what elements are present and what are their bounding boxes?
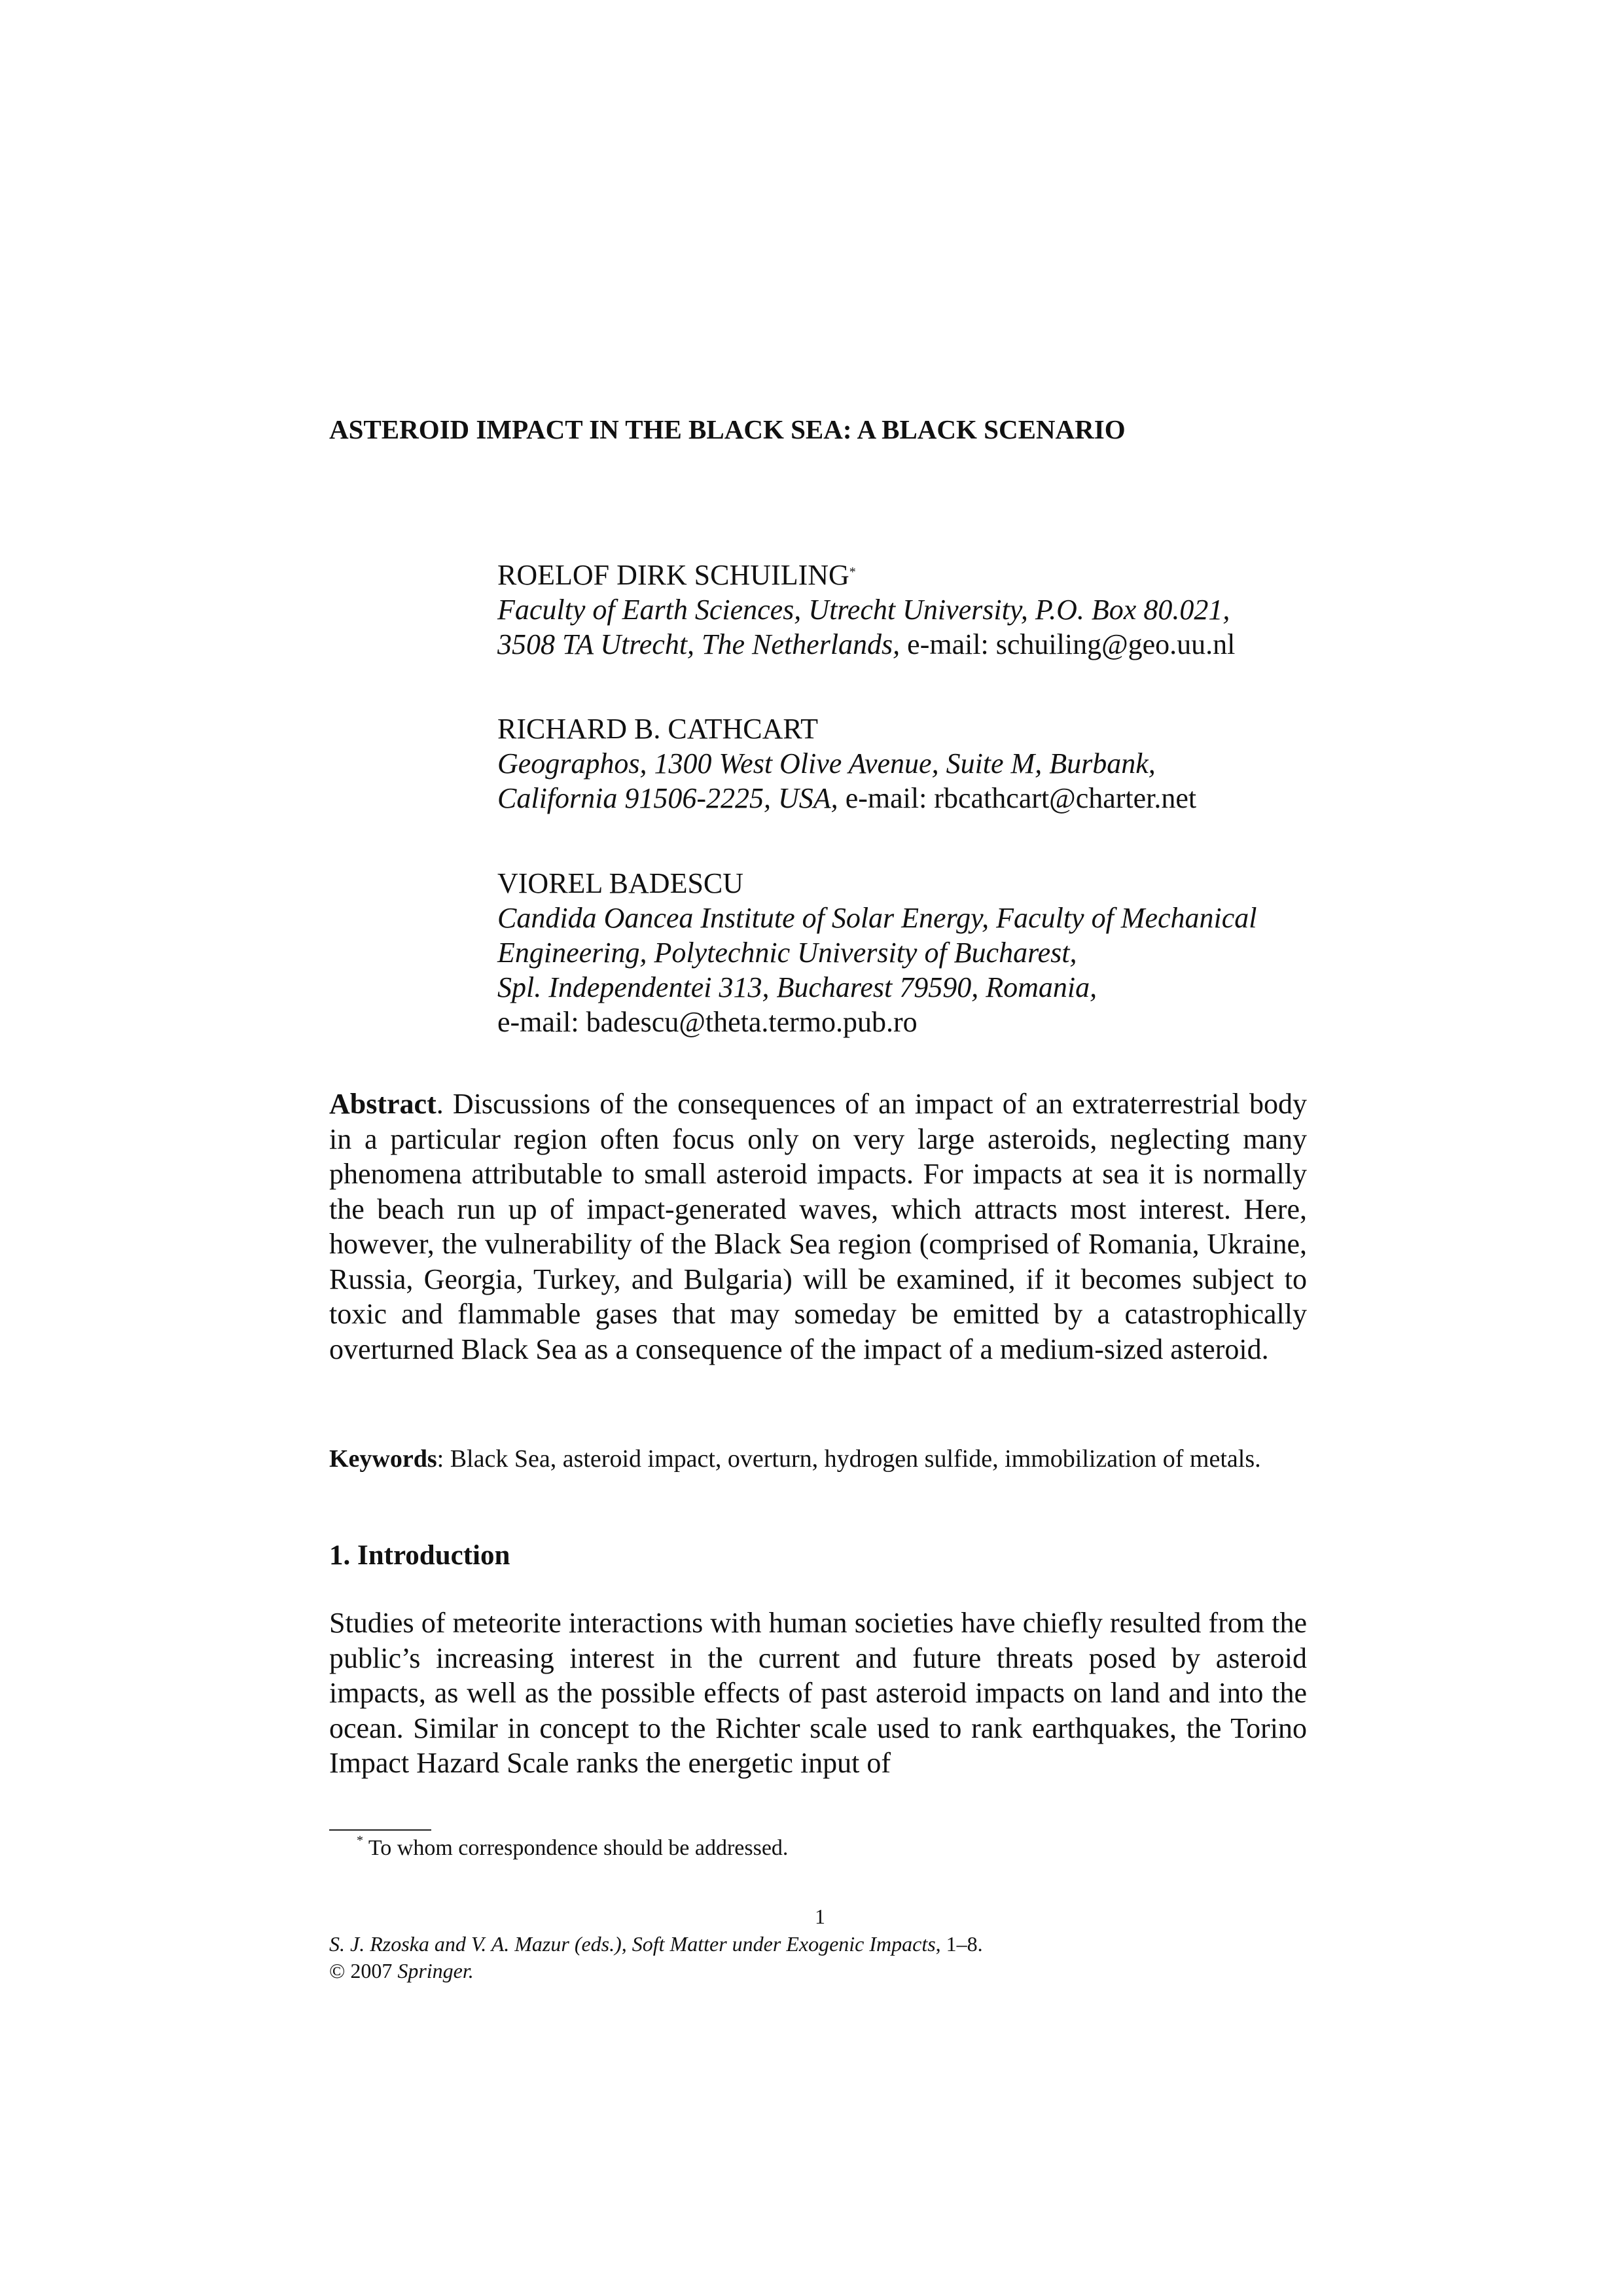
page-number: 1 bbox=[815, 1905, 825, 1928]
footnote-text: To whom correspondence should be addressed. bbox=[363, 1836, 789, 1860]
affiliation-line: California 91506-2225, USA, e-mail: rbcathcart@charter.net bbox=[497, 782, 1197, 814]
affiliation-line: Geographos, 1300 West Olive Avenue, Suite M, Burbank, bbox=[497, 747, 1156, 780]
footnote-mark: * bbox=[357, 1833, 363, 1848]
author-email: e-mail: badescu@theta.termo.pub.ro bbox=[497, 1006, 918, 1038]
author-email: e-mail: rbcathcart@charter.net bbox=[845, 782, 1197, 814]
section-body: Studies of meteorite interactions with human societies have chiefly resulted from the public’s increasing interest in the current and future threats posed by asteroid impacts, as well as the possible effects of past asteroid impacts on land and into the ocean. Similar in concept to the Richter scale used to rank earthquakes, the Torino Impact Hazard Scale ranks the energetic input of bbox=[329, 1607, 1307, 1779]
paper-title: ASTEROID IMPACT IN THE BLACK SEA: A BLACK SCENARIO bbox=[329, 414, 1126, 444]
footnote bbox=[357, 1833, 789, 1861]
abstract-text: . Discussions of the consequences of an impact of an extraterrestrial body in a particular region often focus only on very large asteroids, neglecting many phenomena attributable to small asteroid impacts. For impacts at sea it is normally the beach run up of impact-generated waves, which attracts most interest. Here, however, the vulnerability of the Black Sea region (comprised of Romania, Ukraine, Russia, Georgia, Turkey, and Bulgaria) will be examined, if it becomes subject to toxic and flammable gases that may someday be emitted by a catastrophically overturned Black Sea as a consequence of the impact of a medium-sized asteroid. bbox=[329, 1088, 1307, 1365]
keywords-label: Keywords bbox=[329, 1445, 437, 1473]
keywords bbox=[329, 1443, 1307, 1475]
author-name: VIOREL BADESCU bbox=[497, 867, 744, 899]
footnote-rule bbox=[329, 1829, 431, 1831]
affiliation-line: Spl. Independentei 313, Bucharest 79590, Romania, bbox=[497, 971, 1097, 1003]
abstract-label: Abstract bbox=[329, 1088, 437, 1120]
citation-line-2: © 2007 Springer. bbox=[329, 1959, 474, 1982]
affiliation-line: Candida Oancea Institute of Solar Energy, Faculty of Mechanical bbox=[497, 902, 1257, 934]
keywords-text: : Black Sea, asteroid impact, overturn, hydrogen sulfide, immobilization of metals. bbox=[437, 1445, 1261, 1473]
affiliation-line: 3508 TA Utrecht, The Netherlands, e-mail: schuiling@geo.uu.nl bbox=[497, 628, 1236, 660]
section-heading: 1. Introduction bbox=[329, 1540, 510, 1571]
author-block-3 bbox=[497, 866, 1257, 1039]
author-block-1 bbox=[497, 558, 1235, 662]
author-name: RICHARD B. CATHCART bbox=[497, 713, 818, 745]
affiliation-line: Engineering, Polytechnic University of Bucharest, bbox=[497, 937, 1077, 969]
author-block-2 bbox=[497, 711, 1196, 816]
author-email: e-mail: schuiling@geo.uu.nl bbox=[907, 628, 1236, 660]
citation-line-1: S. J. Rzoska and V. A. Mazur (eds.), Soft Matter under Exogenic Impacts, 1–8. bbox=[329, 1932, 983, 1956]
author-name: ROELOF DIRK SCHUILING* bbox=[497, 559, 856, 591]
affiliation-line: Faculty of Earth Sciences, Utrecht University, P.O. Box 80.021, bbox=[497, 594, 1230, 626]
abstract bbox=[329, 1086, 1307, 1367]
footnote-mark: * bbox=[849, 565, 856, 579]
